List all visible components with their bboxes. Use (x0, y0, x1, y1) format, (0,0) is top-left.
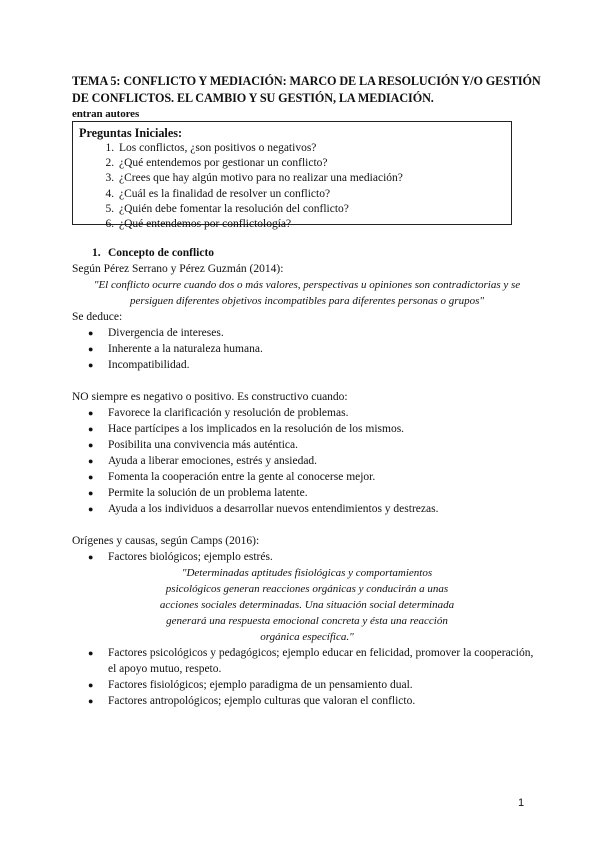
list-item: ● Incompatibilidad. (72, 357, 542, 373)
list-item: 5. ¿Quién debe fomentar la resolución del conflicto? (117, 202, 511, 217)
list-item: ● Fomenta la cooperación entre la gente al conocerse mejor. (72, 469, 542, 485)
list-item: ● Factores biológicos; ejemplo estrés. (72, 549, 542, 565)
section-heading-text: Concepto de conflicto (108, 247, 215, 259)
origins-list (72, 549, 542, 565)
section-number: 1. (92, 247, 101, 259)
origins-quote: "Determinadas aptitudes fisiológicas y comportamientos psicológicos generan reacciones orgánicas y conducirán a unas acciones sociales determinadas. Una situación social determinada generará una respuesta emocional concreta y ésta una reacción orgánica específica." (159, 567, 455, 643)
origins-list-rest (72, 645, 542, 709)
list-item: ● Permite la solución de un problema latente. (72, 485, 542, 501)
list-item: ● Posibilita una convivencia más auténtica. (72, 437, 542, 453)
list-item: 4. ¿Cuál es la finalidad de resolver un conflicto? (117, 187, 511, 202)
deduce-label: Se deduce: (72, 311, 123, 323)
list-item: 3. ¿Crees que hay algún motivo para no realizar una mediación? (117, 171, 511, 186)
constructive-label: NO siempre es negativo o positivo. Es constructivo cuando: (72, 391, 348, 403)
initial-questions-box (72, 121, 512, 231)
origins-label: Orígenes y causas, según Camps (2016): (72, 535, 260, 547)
questions-heading: Preguntas Iniciales: (79, 126, 183, 140)
document-title-block (72, 73, 542, 121)
section-heading (72, 245, 542, 261)
page-number: 1 (518, 797, 525, 809)
list-item: ● Divergencia de intereses. (72, 325, 542, 341)
section-constructive (72, 389, 542, 517)
list-item: 2. ¿Qué entendemos por gestionar un conflicto? (117, 156, 511, 171)
definition-quote: "El conflicto ocurre cuando dos o más valores, perspectivas u opiniones son contradictorias y se persiguen diferentes objetivos incompatibles para diferentes personas o grupos" (93, 279, 521, 307)
list-item: ● Hace partícipes a los implicados en la resolución de los mismos. (72, 421, 542, 437)
page-title: TEMA 5: CONFLICTO Y MEDIACIÓN: MARCO DE LA RESOLUCIÓN Y/O GESTIÓN DE CONFLICTOS. EL CAMBIO Y SU GESTIÓN, LA MEDIACIÓN. (72, 74, 541, 105)
page-subtitle: entran autores (72, 108, 140, 120)
list-item: ● Inherente a la naturaleza humana. (72, 341, 542, 357)
list-item: 6. ¿Qué entendemos por conflictología? (117, 217, 511, 232)
section-concept (72, 245, 542, 373)
list-item: ● Factores antropológicos; ejemplo culturas que valoran el conflicto. (72, 693, 542, 709)
list-item: 1. Los conflictos, ¿son positivos o negativos? (117, 141, 511, 156)
deduce-list (72, 325, 542, 373)
intro-text: Según Pérez Serrano y Pérez Guzmán (2014): (72, 263, 284, 275)
list-item: ● Favorece la clarificación y resolución de problemas. (72, 405, 542, 421)
list-item: ● Factores fisiológicos; ejemplo paradigma de un pensamiento dual. (72, 677, 542, 693)
list-item: ● Ayuda a los individuos a desarrollar nuevos entendimientos y destrezas. (72, 501, 542, 517)
section-origins (72, 533, 542, 709)
questions-list (79, 141, 511, 232)
constructive-list (72, 405, 542, 517)
list-item: ● Ayuda a liberar emociones, estrés y ansiedad. (72, 453, 542, 469)
list-item: ● Factores psicológicos y pedagógicos; ejemplo educar en felicidad, promover la cooperación, el apoyo mutuo, respeto. (72, 645, 542, 677)
